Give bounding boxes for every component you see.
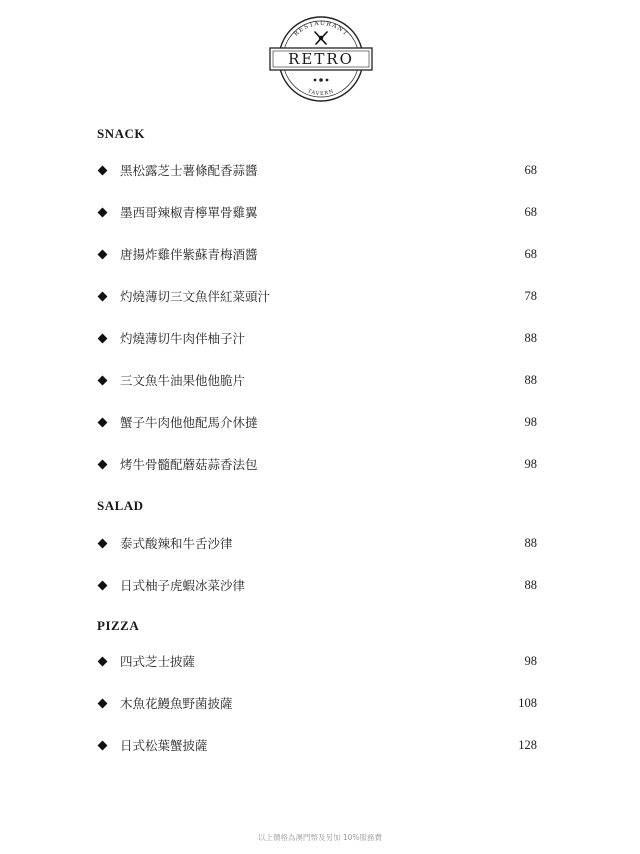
diamond-bullet-icon	[98, 249, 108, 259]
menu-item	[97, 359, 557, 401]
menu-item-price: 88	[524, 535, 537, 550]
menu-item	[97, 682, 557, 724]
menu-item-name: 灼燒薄切三文魚伴紅菜頭汁	[120, 289, 271, 304]
menu-item	[97, 191, 557, 233]
menu-item-price: 88	[524, 372, 537, 387]
menu-item-name: 木魚花鰻魚野菌披薩	[120, 696, 233, 711]
menu-item-price: 78	[524, 288, 537, 303]
menu-item-price: 98	[524, 456, 537, 471]
logo-bottom-arc-text: TAVERN	[306, 88, 336, 98]
diamond-bullet-icon	[98, 740, 108, 750]
section-title: SALAD	[97, 498, 144, 513]
menu-item-price: 128	[518, 737, 537, 752]
diamond-bullet-icon	[98, 165, 108, 175]
diamond-bullet-icon	[98, 207, 108, 217]
menu-item-name: 日式松葉蟹披薩	[120, 738, 208, 753]
logo-top-arc-text: RESTAURANT	[292, 19, 350, 38]
diamond-bullet-icon	[98, 459, 108, 469]
menu-item-price: 98	[524, 414, 537, 429]
section-snack	[97, 125, 557, 485]
section-title: SNACK	[97, 126, 146, 141]
restaurant-logo	[266, 14, 376, 104]
menu-item	[97, 724, 557, 766]
diamond-bullet-icon	[98, 291, 108, 301]
menu-item-name: 三文魚牛油果他他脆片	[120, 373, 246, 388]
menu-item	[97, 233, 557, 275]
menu-item	[97, 522, 557, 564]
menu-item-name: 泰式酸辣和牛舌沙律	[120, 536, 233, 551]
diamond-bullet-icon	[98, 333, 108, 343]
menu-item	[97, 401, 557, 443]
diamond-bullet-icon	[98, 698, 108, 708]
menu-item-price: 68	[524, 246, 537, 261]
diamond-bullet-icon	[98, 417, 108, 427]
diamond-bullet-icon	[98, 375, 108, 385]
menu-item-price: 68	[524, 162, 537, 177]
menu-item-name: 烤牛骨髓配蘑菇蒜香法包	[120, 457, 258, 472]
section-pizza	[97, 617, 557, 766]
menu-item	[97, 564, 557, 606]
menu-item-price: 88	[524, 577, 537, 592]
menu-item	[97, 317, 557, 359]
cutlery-icon	[315, 32, 327, 44]
menu-item	[97, 443, 557, 485]
menu-item-price: 108	[518, 695, 537, 710]
menu-item-name: 灼燒薄切牛肉伴柚子汁	[120, 331, 246, 346]
service-charge-note: 以上價格為澳門幣及另加 10%服務費	[257, 833, 383, 842]
menu-item-name: 四式芝士披薩	[120, 654, 196, 669]
section-title: PIZZA	[97, 618, 140, 633]
menu-item-name: 黑松露芝士薯條配香蒜醬	[120, 163, 258, 178]
menu-item	[97, 149, 557, 191]
menu-item-name: 墨西哥辣椒青檸單骨雞翼	[120, 205, 258, 220]
diamond-bullet-icon	[98, 580, 108, 590]
star-icons	[314, 78, 329, 82]
menu-item-price: 98	[524, 653, 537, 668]
menu-item-price: 88	[524, 330, 537, 345]
menu-item-name: 唐揚炸雞伴紫蘇青梅酒醬	[120, 247, 258, 262]
diamond-bullet-icon	[98, 538, 108, 548]
menu-item	[97, 275, 557, 317]
section-salad	[97, 497, 557, 606]
logo-wordmark: RETRO	[288, 50, 354, 68]
menu-item-name: 蟹子牛肉他他配馬介休撻	[120, 415, 258, 430]
menu-item-name: 日式柚子虎蝦冰菜沙律	[120, 578, 246, 593]
menu-item	[97, 640, 557, 682]
menu-item-price: 68	[524, 204, 537, 219]
diamond-bullet-icon	[98, 656, 108, 666]
